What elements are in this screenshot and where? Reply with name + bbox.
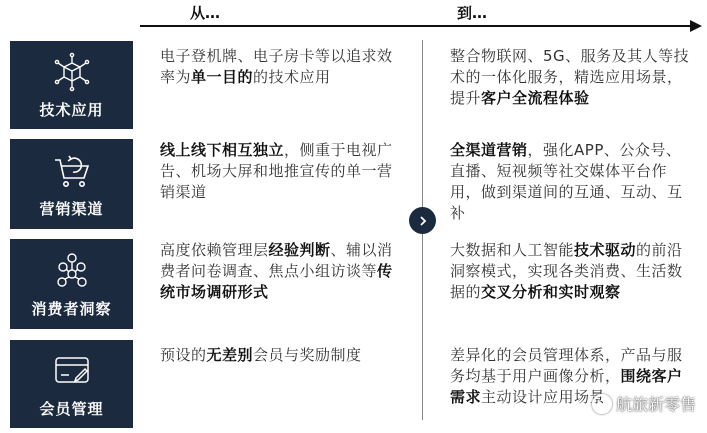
row-box-insight	[10, 239, 133, 329]
row-box-membership	[10, 340, 133, 428]
row-box-marketing	[10, 139, 133, 229]
member-card-icon	[51, 350, 93, 392]
watermark	[592, 392, 696, 415]
watermark-text: 航旅新零售	[616, 395, 697, 414]
to-cell-marketing: 全渠道营销，强化APP、公众号、直播、短视频等社交媒体平台作用，做到渠道间的互通、互动、互补	[450, 141, 683, 222]
shopping-cart-icon	[51, 150, 93, 192]
row-title: 消费者洞察	[31, 299, 112, 318]
from-cell-tech: 电子登机牌、电子房卡等以追求效率为单一目的的技术应用	[160, 47, 393, 86]
people-network-icon	[51, 250, 93, 292]
to-cell-insight: 大数据和人工智能技术驱动的前沿洞察模式，实现各类消费、生活数据的交叉分析和实时观察	[450, 241, 683, 301]
from-header: 从…	[190, 4, 221, 22]
row-title: 会员管理	[39, 399, 104, 418]
arrow-head-icon	[690, 20, 702, 32]
chevron-right-icon	[417, 215, 429, 227]
row-title: 营销渠道	[39, 199, 104, 218]
to-header: 到…	[457, 4, 488, 22]
to-cell-membership: 差异化的会员管理体系，产品与服务均基于用户画像分析，围绕客户需求主动设计应用场景	[450, 346, 683, 406]
from-cell-insight: 高度依赖管理层经验判断、辅以消费者问卷调查、焦点小组访谈等传统市场调研形式	[160, 241, 393, 301]
next-chevron-button[interactable]	[409, 207, 436, 234]
from-cell-membership: 预设的无差别会员与奖励制度	[160, 346, 362, 364]
row-box-tech	[10, 41, 133, 129]
watermark-logo-icon	[592, 394, 612, 414]
network-cube-icon	[51, 51, 93, 93]
to-cell-tech: 整合物联网、5G、服务及其人等技术的一体化服务，精选应用场景，提升客户全流程体验	[450, 47, 690, 107]
timeline-arrow-line	[140, 25, 695, 27]
from-cell-marketing: 线上线下相互独立，侧重于电视广告、机场大屏和地推宣传的单一营销渠道	[160, 141, 393, 201]
row-title: 技术应用	[39, 100, 104, 119]
